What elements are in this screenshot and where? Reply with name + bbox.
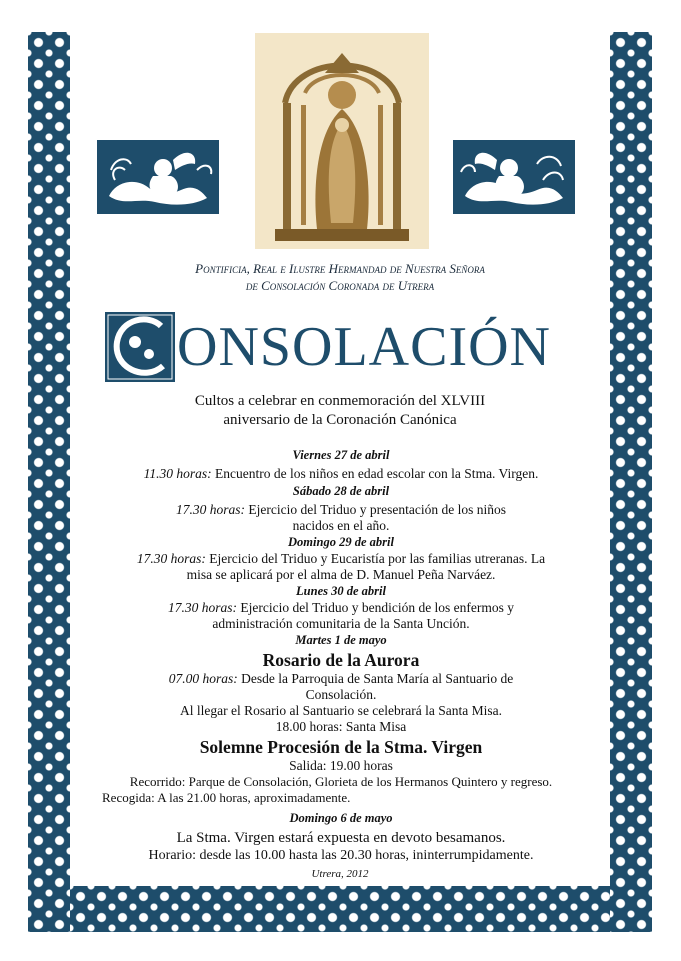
event-line: Recorrido: Parque de Consolación, Glorieta de los Hermanos Quintero y regreso. bbox=[129, 774, 553, 790]
event-line: Consolación. bbox=[305, 686, 377, 702]
event-line: Horario: desde las 10.00 hasta las 20.30 horas, ininterrumpidamente. bbox=[148, 847, 534, 863]
angel-ornament-right-icon bbox=[453, 140, 575, 214]
day-heading: Viernes 27 de abril bbox=[292, 448, 390, 462]
event-line bbox=[96, 502, 586, 518]
program bbox=[96, 447, 586, 864]
event-line bbox=[96, 600, 586, 616]
procesion-heading: Solemne Procesión de la Stma. Virgen bbox=[199, 736, 483, 757]
event-time: 17.30 horas: bbox=[167, 599, 237, 615]
subtitle-line-1: Cultos a celebrar en conmemoración del XLVIII bbox=[194, 393, 486, 409]
title-text: ONSOLACIÓN bbox=[177, 316, 551, 378]
event-text: Ejercicio del Triduo y bendición de los enfermos y bbox=[236, 599, 515, 615]
event-line: 18.00 horas: Santa Misa bbox=[275, 719, 407, 735]
place-date: Utrera, 2012 bbox=[311, 868, 369, 880]
event-line: La Stma. Virgen estará expuesta en devoto besamanos. bbox=[176, 829, 506, 846]
angel-ornament-left-icon bbox=[97, 140, 219, 214]
virgin-image bbox=[255, 33, 429, 249]
event-text: Encuentro de los niños en edad escolar con la Stma. Virgen. bbox=[211, 466, 539, 482]
floral-border-left bbox=[28, 32, 70, 932]
event-text: Ejercicio del Triduo y Eucaristía por las familias utreranas. La bbox=[205, 550, 546, 566]
day-heading: Sábado 28 de abril bbox=[292, 483, 390, 498]
day-heading: Martes 1 de mayo bbox=[295, 633, 387, 648]
subtitle-line-2: aniversario de la Coronación Canónica bbox=[223, 412, 457, 428]
hermandad-line-2: de Consolación Coronada de Utrera bbox=[245, 278, 435, 293]
floral-border-bottom bbox=[70, 886, 610, 932]
event-line: Salida: 19.00 horas bbox=[289, 757, 393, 773]
event-line: Recogida: A las 21.00 horas, aproximadamente. bbox=[102, 790, 351, 806]
subtitle bbox=[80, 392, 600, 430]
event-time: 11.30 horas: bbox=[143, 466, 212, 482]
event-line bbox=[96, 466, 586, 482]
event-line: nacidos en el año. bbox=[292, 518, 390, 534]
floral-border-right bbox=[610, 32, 652, 932]
event-line bbox=[96, 551, 586, 567]
day-heading: Domingo 29 de abril bbox=[288, 535, 394, 550]
event-line: misa se aplicará por el alma de D. Manuel Peña Narváez. bbox=[186, 567, 496, 583]
event-line: administración comunitaria de la Santa Unción. bbox=[212, 615, 470, 631]
event-time: 07.00 horas: bbox=[168, 670, 238, 686]
hermandad-line-1: Pontificia, Real e Ilustre Hermandad de Nuestra Señora bbox=[195, 261, 485, 276]
event-line bbox=[96, 671, 586, 687]
event-line: Al llegar el Rosario al Santuario se celebrará la Santa Misa. bbox=[179, 703, 502, 719]
day-heading: Lunes 30 de abril bbox=[296, 584, 386, 599]
illuminated-initial bbox=[105, 312, 175, 382]
hermandad-name bbox=[80, 260, 600, 294]
event-time: 17.30 horas: bbox=[176, 501, 246, 517]
day-heading: Domingo 6 de mayo bbox=[289, 810, 393, 825]
rosario-heading: Rosario de la Aurora bbox=[262, 649, 420, 670]
event-time: 17.30 horas: bbox=[136, 550, 206, 566]
page-title bbox=[105, 312, 585, 382]
event-text: Desde la Parroquia de Santa María al Santuario de bbox=[237, 670, 514, 686]
event-text: Ejercicio del Triduo y presentación de los niños bbox=[245, 501, 506, 517]
